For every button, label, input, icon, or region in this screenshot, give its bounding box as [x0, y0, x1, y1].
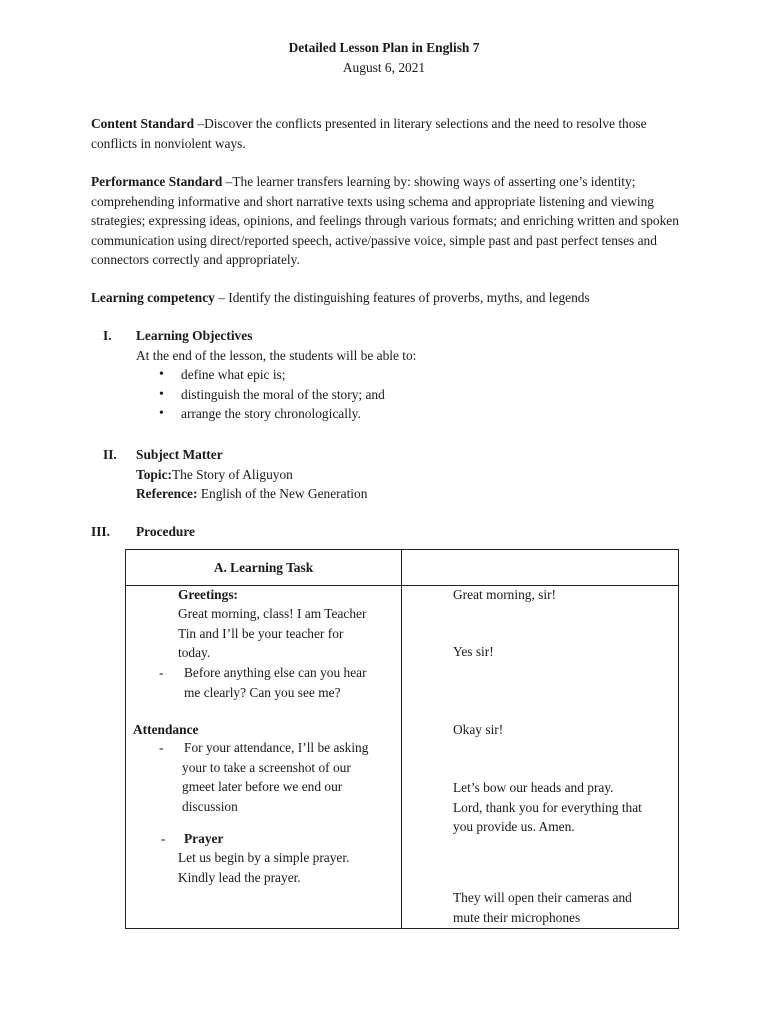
- performance-standard-text: –The learner transfers learning by: showing ways of asserting one’s identity; comprehending informative and short narrative texts using schema and appropriate listening and viewing strategies; expressing ideas, opinions, and feelings through various formats; and enriching written and spoken communication using direct/reported speech, active/passive voice, simple past and past perfect tenses and connectors correctly and appropriately.: [91, 174, 679, 267]
- greetings-label: Greetings:: [178, 587, 238, 602]
- response-okay: Okay sir!: [453, 722, 504, 737]
- hear-question: - Before anything else can you hear me clearly? Can you see me?: [159, 665, 367, 700]
- content-standard-text: –Discover the conflicts presented in literary selections and the need to resolve those conflicts in nonviolent ways.: [91, 116, 647, 151]
- content-standard-label: Content Standard: [91, 116, 195, 131]
- learning-competency-text: – Identify the distinguishing features of proverbs, myths, and legends: [214, 290, 590, 305]
- table-header-cell: [126, 550, 402, 586]
- performance-standard: [91, 172, 683, 270]
- objectives-list: [136, 365, 686, 424]
- response-prayer: Let’s bow our heads and pray. Lord, thank you for everything that you provide us. Amen.: [453, 780, 642, 834]
- document-date: August 6, 2021: [342, 59, 426, 75]
- content-standard: [91, 114, 683, 153]
- reference-label: Reference:: [136, 486, 198, 501]
- document-header: [0, 38, 768, 77]
- topic-line: [136, 465, 686, 485]
- prayer-text: Let us begin by a simple prayer. Kindly lead the prayer.: [178, 850, 350, 885]
- performance-standard-label: Performance Standard: [91, 174, 223, 189]
- table-header-row: [126, 550, 679, 586]
- section-heading: Subject Matter: [136, 447, 223, 462]
- learning-task-table: [125, 549, 679, 929]
- table-row: [126, 586, 679, 929]
- greetings-text: Great morning, class! I am Teacher Tin and I’ll be your teacher for today.: [178, 606, 367, 660]
- teacher-activity-cell: Greetings: Great morning, class! I am Teacher Tin and I’ll be your teacher for today. - Before anything else can you hear me clearly? Can you see me? Attendance - For your attendance, I’ll be asking your to take a screenshot of our gmeet later before we end our discussion - Prayer Let us begin by a simple prayer. Kindly lead the prayer.: [126, 586, 402, 929]
- response-greeting: Great morning, sir!: [453, 587, 557, 602]
- objectives-intro: At the end of the lesson, the students will be able to:: [136, 347, 417, 363]
- reference-line: [136, 484, 686, 504]
- response-cameras: They will open their cameras and mute their microphones: [453, 890, 632, 925]
- response-yes: Yes sir!: [453, 644, 494, 659]
- section-number: III.: [91, 524, 110, 539]
- learning-competency-label: Learning competency: [91, 290, 215, 305]
- learning-competency: [91, 288, 701, 308]
- topic-value: The Story of Aliguyon: [171, 466, 293, 482]
- list-item: • distinguish the moral of the story; and: [136, 385, 686, 405]
- list-item: • define what epic is;: [136, 365, 686, 385]
- prayer-label: Prayer: [184, 831, 224, 846]
- student-response-cell: [402, 586, 679, 929]
- list-item: • arrange the story chronologically.: [136, 404, 686, 424]
- attendance-text: - For your attendance, I’ll be asking your to take a screenshot of our gmeet later before we end our discussion: [159, 740, 369, 814]
- section-heading: Procedure: [136, 524, 196, 539]
- section-number: II.: [103, 447, 117, 462]
- section-heading: Learning Objectives: [136, 328, 253, 343]
- topic-label: Topic:: [136, 466, 172, 482]
- reference-value: English of the New Generation: [197, 486, 368, 501]
- section-number: I.: [103, 328, 112, 343]
- table-header-label: A. Learning Task: [213, 560, 314, 575]
- table-header-cell: [402, 550, 679, 586]
- attendance-label: Attendance: [133, 722, 199, 737]
- document-title: Detailed Lesson Plan in English 7: [288, 40, 480, 55]
